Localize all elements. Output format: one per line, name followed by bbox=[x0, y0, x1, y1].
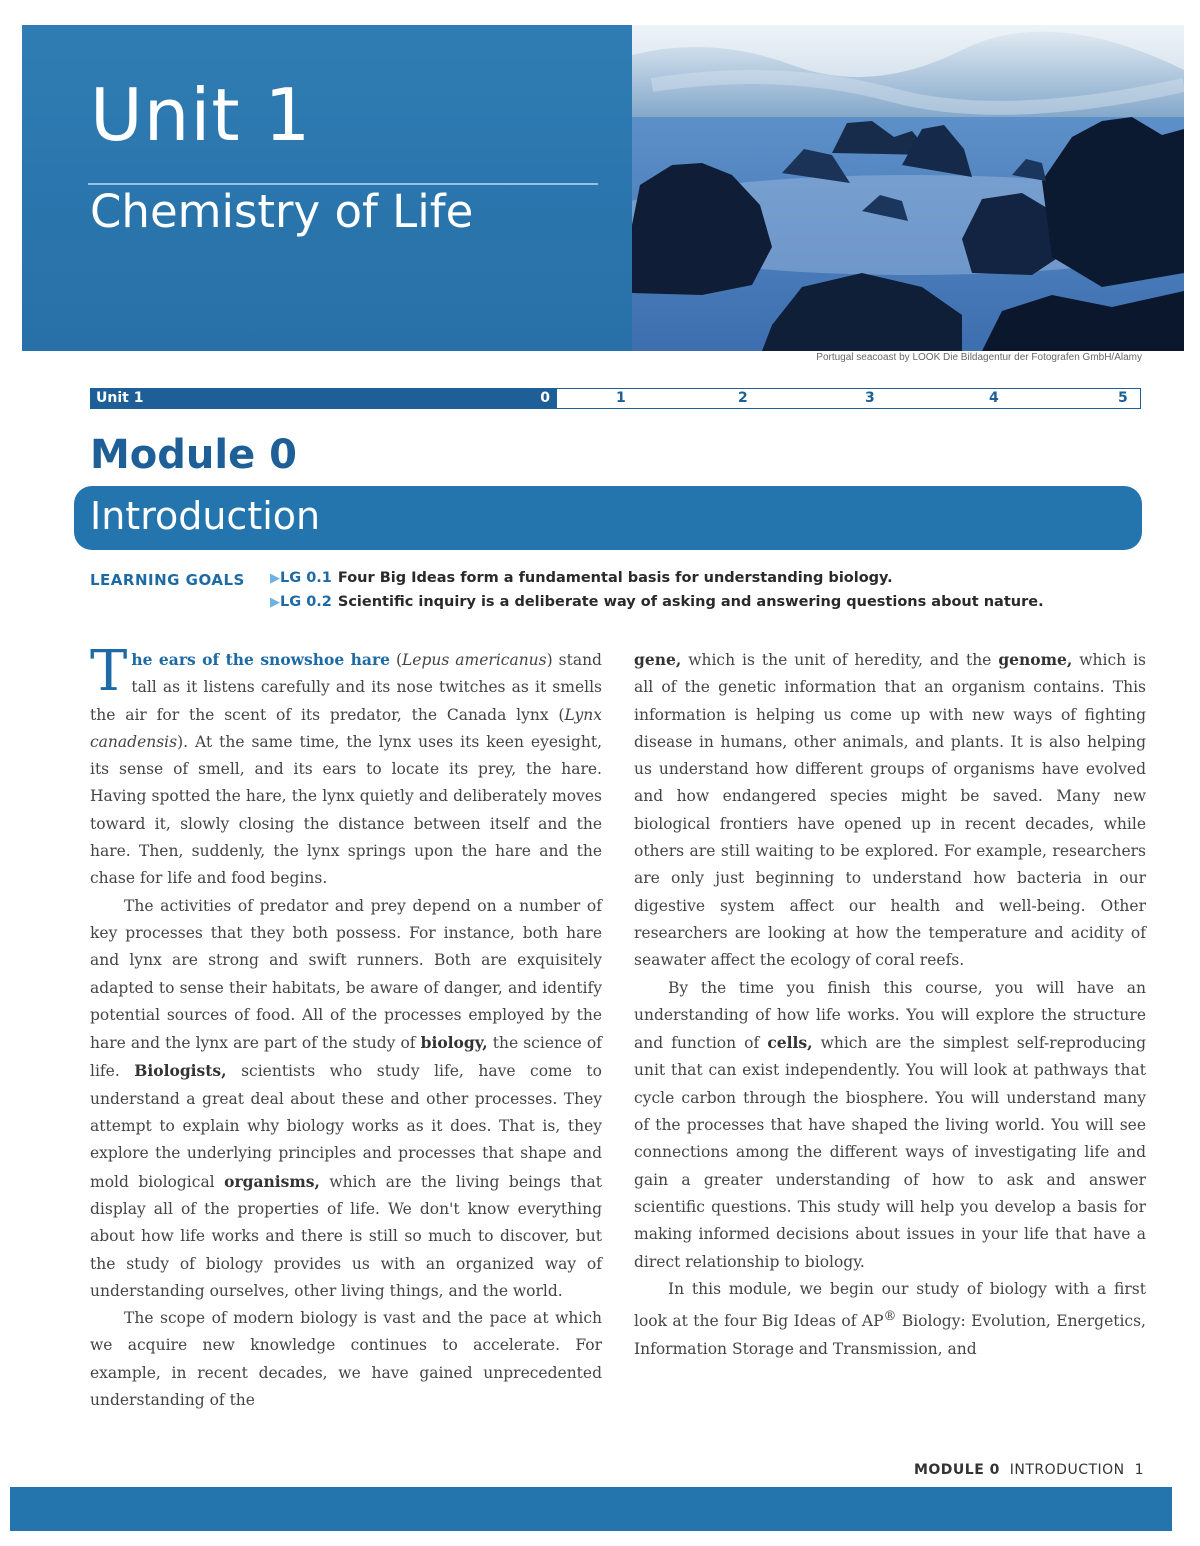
paragraph-3b: gene, which is the unit of heredity, and the genome, which is all of the genetic information that an organism contains. This information is helping us come up with new ways of fighting disease in humans, other animals, and plants. It is also helping us understand how different groups of organisms have evolved and how endangered species might be saved. Many new biological frontiers have opened up in recent decades, while others are still waiting to be explored. For example, researchers are only just beginning to understand how bacteria in our digestive system affect our health and well-being. Other researchers are looking at how the temperature and acidity of seawater affect the ecology of coral reefs. bbox=[634, 650, 1146, 970]
paragraph-1: The ears of the snowshoe hare (Lepus americanus) stand tall as it listens carefully and its nose twitches as it smells the air for the scent of its predator, the Canada lynx (Lynx canadensis). At the same time, the lynx uses its keen eyesight, its sense of smell, and its ears to locate its prey, the hare. Having spotted the hare, the lynx quietly and deliberately moves toward it, slowly closing the distance between itself and the hare. Then, suddenly, the lynx springs upon the hare and the chase for life and food begins. bbox=[90, 639, 602, 888]
key-term: biology, bbox=[420, 1033, 488, 1053]
module-title-bar bbox=[74, 486, 1142, 550]
footer-module: MODULE 0 bbox=[913, 1462, 1000, 1478]
key-term: Biologists, bbox=[134, 1061, 227, 1081]
photo-credit: Portugal seacoast by LOOK Die Bildagentur der Fotografen GmbH/Alamy bbox=[816, 352, 1142, 363]
running-footer bbox=[914, 1462, 1144, 1478]
learning-goal-2 bbox=[270, 594, 1044, 610]
nav-module-1: 1 bbox=[616, 390, 626, 406]
page-number: 1 bbox=[1134, 1462, 1144, 1478]
unit-banner bbox=[22, 25, 1184, 351]
scientific-name: Lynx canadensis bbox=[90, 705, 602, 751]
learning-goals-label: LEARNING GOALS bbox=[90, 571, 245, 589]
paragraph-4: By the time you finish this course, you will have an understanding of how life works. You will explore the structure and function of cells, which are the simplest self-reproducing unit that can exist independently. You will look at pathways that cycle carbon through the biosphere. You will understand many of the processes that have shaped the living world. You will see connections among the different ways of investigating life and gain a greater understanding of how to ask and answer scientific questions. This study will help you develop a basis for making informed decisions about issues in your life that have a direct relationship to biology. bbox=[634, 978, 1146, 1271]
goal-code: LG 0.1 bbox=[280, 570, 332, 586]
footer-title: INTRODUCTION bbox=[1009, 1462, 1125, 1478]
body-column-left bbox=[90, 639, 602, 1414]
footer-bar bbox=[10, 1487, 1172, 1531]
goal-arrow-icon: ▶ bbox=[270, 595, 280, 610]
unit-title: Unit 1 bbox=[90, 73, 312, 157]
key-term: gene, bbox=[634, 650, 682, 669]
nav-module-0: 0 bbox=[540, 390, 550, 406]
nav-module-2: 2 bbox=[738, 390, 748, 406]
nav-unit-label: Unit 1 bbox=[96, 390, 144, 406]
key-term: organisms, bbox=[224, 1171, 320, 1191]
key-term: genome, bbox=[998, 650, 1073, 669]
registered-mark: ® bbox=[883, 1309, 897, 1325]
goal-code: LG 0.2 bbox=[280, 594, 332, 610]
goal-arrow-icon: ▶ bbox=[270, 571, 280, 586]
body-column-right bbox=[634, 646, 1146, 1363]
unit-subtitle: Chemistry of Life bbox=[90, 185, 474, 238]
goal-text: Four Big Ideas form a fundamental basis for understanding biology. bbox=[337, 570, 893, 586]
nav-remaining-segment bbox=[556, 388, 1141, 409]
nav-module-5: 5 bbox=[1118, 390, 1128, 406]
scientific-name: Lepus americanus bbox=[402, 651, 547, 669]
lead-in: he ears of the snowshoe hare bbox=[131, 650, 390, 669]
seacoast-photo bbox=[632, 25, 1184, 351]
module-title: Introduction bbox=[90, 494, 321, 538]
module-number: Module 0 bbox=[90, 432, 297, 478]
nav-module-4: 4 bbox=[989, 390, 999, 406]
learning-goal-1 bbox=[270, 570, 893, 586]
module-nav-bar bbox=[90, 388, 1141, 409]
goal-text: Scientific inquiry is a deliberate way of asking and answering questions about nature. bbox=[337, 594, 1044, 610]
nav-current-segment bbox=[90, 388, 556, 409]
key-term: cells, bbox=[767, 1033, 813, 1053]
nav-module-3: 3 bbox=[865, 390, 875, 406]
drop-cap: T bbox=[90, 639, 128, 704]
paragraph-3a: The scope of modern biology is vast and the pace at which we acquire new knowledge continues to accelerate. For example, in recent decades, we have gained unprecedented understanding of the bbox=[90, 1309, 602, 1410]
paragraph-2: The activities of predator and prey depend on a number of key processes that they both possess. For instance, both hare and lynx are strong and swift runners. Both are exquisitely adapted to sense their habitats, be aware of danger, and identify potential sources of food. All of the processes employed by the hare and the lynx are part of the study of biology, the science of life. Biologists, scientists who study life, have come to understand a great deal about these and other processes. They attempt to explain why biology works as it does. That is, they explore the underlying principles and processes that shape and mold biological organisms, which are the living beings that display all of the properties of life. We don't know everything about how life works and there is still so much to discover, but the study of biology provides us with an organized way of understanding ourselves, other living things, and the world. bbox=[90, 896, 602, 1300]
paragraph-5: In this module, we begin our study of biology with a first look at the four Big Ideas of AP® Biology: Evolution, Energetics, Information Storage and Transmission, and bbox=[634, 1279, 1146, 1358]
